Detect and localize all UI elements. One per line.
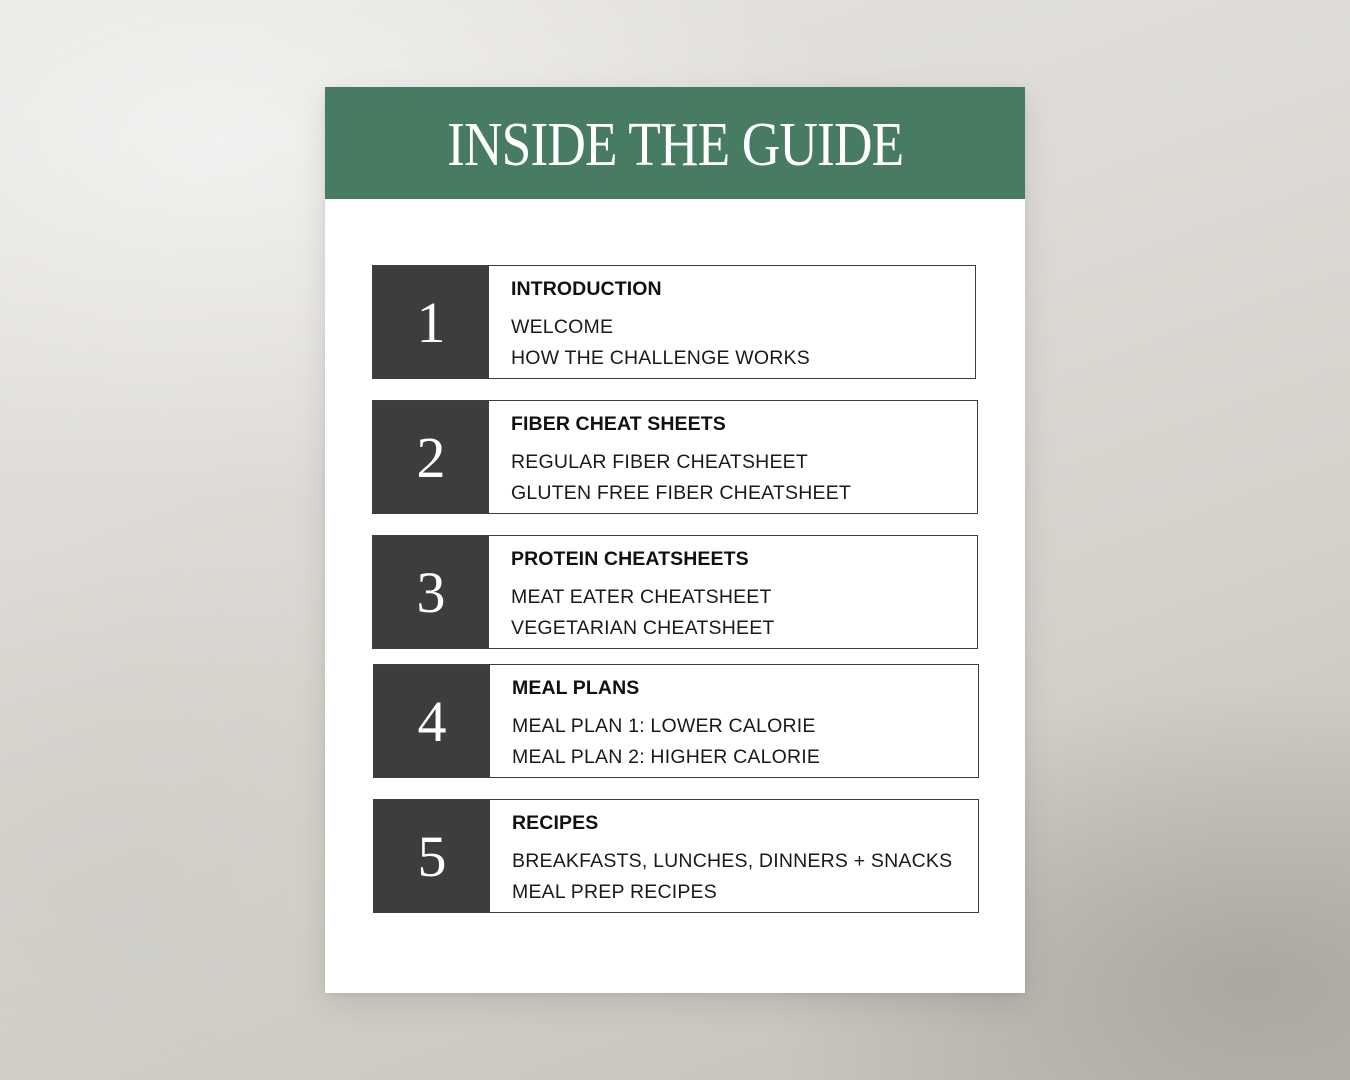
section-item: BREAKFASTS, LUNCHES, DINNERS + SNACKS <box>512 850 953 872</box>
section-item: REGULAR FIBER CHEATSHEET <box>511 451 808 473</box>
section-item: HOW THE CHALLENGE WORKS <box>511 347 810 369</box>
section-item: MEAT EATER CHEATSHEET <box>511 586 772 608</box>
section-title: INTRODUCTION <box>511 278 662 300</box>
section-content <box>511 548 775 644</box>
section-number: 2 <box>416 425 446 490</box>
section-item: GLUTEN FREE FIBER CHEATSHEET <box>511 482 852 504</box>
section-introduction <box>372 265 976 379</box>
section-number: 3 <box>416 560 446 625</box>
section-number-block <box>373 401 489 513</box>
section-number-block <box>373 266 489 378</box>
section-item: MEAL PREP RECIPES <box>512 881 717 903</box>
section-item: WELCOME <box>511 316 614 338</box>
guide-header <box>325 87 1025 199</box>
section-title: FIBER CHEAT SHEETS <box>511 413 726 435</box>
section-content <box>511 278 810 374</box>
section-title: MEAL PLANS <box>512 677 640 699</box>
section-content <box>511 413 851 509</box>
section-item: VEGETARIAN CHEATSHEET <box>511 617 775 639</box>
section-title: PROTEIN CHEATSHEETS <box>511 548 749 570</box>
guide-title: INSIDE THE GUIDE <box>446 111 904 179</box>
section-content <box>512 812 952 908</box>
section-number: 5 <box>417 824 447 889</box>
section-number-block <box>373 536 489 648</box>
section-meal-plans <box>373 664 979 778</box>
section-item: MEAL PLAN 2: HIGHER CALORIE <box>512 746 821 768</box>
section-title: RECIPES <box>512 812 599 834</box>
section-number: 1 <box>416 290 446 355</box>
section-number: 4 <box>417 689 447 754</box>
section-number-block <box>374 800 490 912</box>
guide-page <box>325 87 1025 993</box>
section-content <box>512 677 820 773</box>
section-number-block <box>374 665 490 777</box>
section-fiber-cheat-sheets <box>372 400 978 514</box>
section-item: MEAL PLAN 1: LOWER CALORIE <box>512 715 816 737</box>
section-recipes <box>373 799 979 913</box>
section-protein-cheatsheets <box>372 535 978 649</box>
